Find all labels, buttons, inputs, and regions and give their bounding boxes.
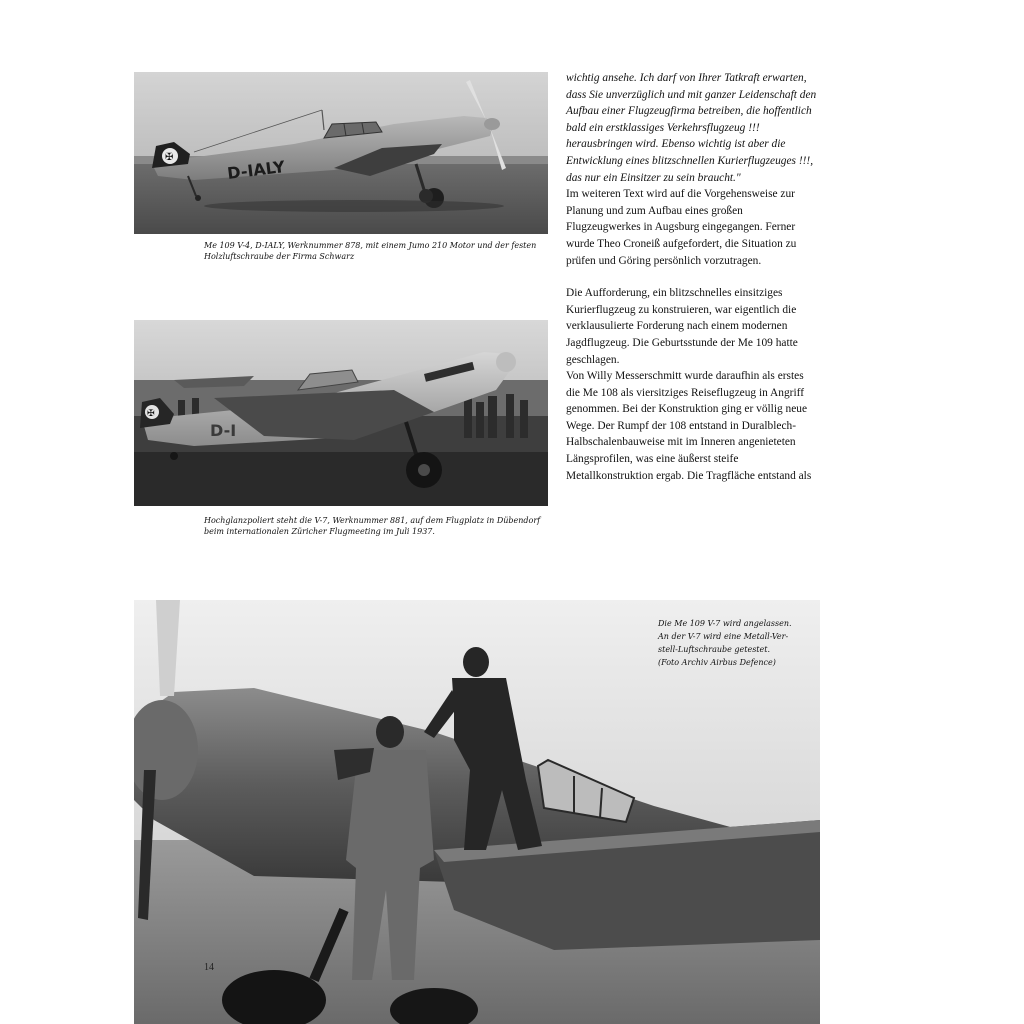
page-number: 14 — [204, 962, 214, 973]
quote-paragraph: wichtig ansehe. Ich darf von Ihrer Tatkraft erwarten, dass Sie unverzüglich und mit ganzer Leidenschaft den Aufbau einer Flugzeugfirma betreiben, die hoffentlich bald ein erstklassiges Verkehrsflugzeug !!! herausbringen wird. Ebenso wichtig ist aber die Entwicklung eines blitzschnellen Kurierflugzeuges !!!, das nur ein Einsitzer zu sein braucht." — [566, 72, 817, 184]
photo-2-registration: D-I — [210, 421, 237, 440]
svg-text:✠: ✠ — [165, 152, 174, 163]
photo-1-caption: Me 109 V-4, D-IALY, Werknummer 878, mit einem Jumo 210 Motor und der festen Holzluftschraube der Firma Schwarz — [204, 241, 537, 261]
svg-text:✠: ✠ — [147, 409, 155, 419]
photo-3-caption — [658, 617, 818, 669]
photo-3-caption-line-1: Die Me 109 V-7 wird angelassen. — [658, 619, 792, 628]
body-text-column — [566, 70, 818, 484]
paragraph-me108: Von Willy Messerschmitt wurde daraufhin als erstes die Me 108 als viersitziges Reiseflugzeug in Angriff genommen. Bei der Konstruktion ging er völlig neue Wege. Der Rumpf der 108 entstand in Duralblech-Halbschalenbauweise mit im Inneren angenieteten Längsprofilen, was eine äußerst steife Metallkonstruktion ergab. Die Tragfläche entstand als — [566, 370, 812, 482]
paragraph-kurierflugzeug: Die Aufforderung, ein blitzschnelles einsitziges Kurierflugzeug zu konstruieren, war eigentlich die verklausulierte Forderung nach einem modernen Jagdflugzeug. Die Geburtsstunde der Me 109 hatte geschlagen. — [566, 287, 798, 366]
photo-me109-v7-duebendorf — [134, 320, 548, 506]
photo-3-caption-line-4: (Foto Archiv Airbus Defence) — [658, 658, 776, 667]
photo-1-registration: D-IALY — [226, 157, 286, 183]
paragraph-planning: Im weiteren Text wird auf die Vorgehensweise zur Planung und zum Aufbau eines großen Flugzeugwerkes in Augsburg eingegangen. Ferner wurde Theo Croneiß aufgefordert, die Situation zu prüfen und Göring persönlich vorzutragen. — [566, 188, 797, 267]
photo-3-caption-line-2: An der V-7 wird eine Metall-Ver- — [658, 632, 789, 641]
photo-3-caption-line-3: stell-Luftschraube getestet. — [658, 645, 771, 654]
photo-me109-v4 — [134, 72, 548, 234]
photo-2-caption: Hochglanzpoliert steht die V-7, Werknummer 881, auf dem Flugplatz in Dübendorf beim internationalen Züricher Flugmeeting im Juli 1937. — [204, 516, 541, 536]
